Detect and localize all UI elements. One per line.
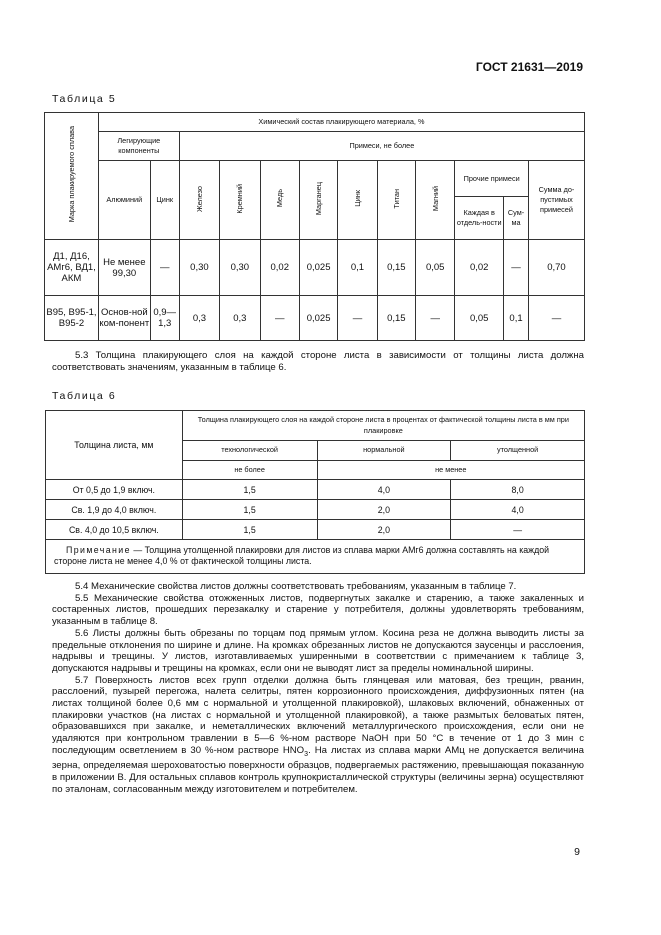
paragraph-5-4: 5.4 Механические свойства листов должны соответствовать требованиям, указанным в таблице 7. <box>75 581 517 592</box>
cell-tech: 1,5 <box>182 520 317 540</box>
header-alloying: Легирующие компоненты <box>98 132 179 161</box>
header-mn: Марганец <box>299 161 337 240</box>
cell-range: Св. 4,0 до 10,5 включ. <box>46 520 183 540</box>
header-thickness: Толщина листа, мм <box>46 411 183 480</box>
header-thick: утолщенной <box>451 441 585 461</box>
table-row <box>46 500 585 520</box>
header-clad: Толщина плакирующего слоя на каждой стороне листа в процентах от фактической толщины листа в мм при плакировке <box>182 411 584 441</box>
table5-caption: Таблица 5 <box>52 93 117 105</box>
table6 <box>45 410 585 574</box>
cell-fe: 0,3 <box>179 296 219 341</box>
cell-total: — <box>528 296 584 341</box>
header-sum: Сум-ма <box>504 197 529 240</box>
cell-each: 0,05 <box>455 296 504 341</box>
table6-note <box>46 540 585 574</box>
header-other: Прочие примеси <box>455 161 529 197</box>
cell-si: 0,3 <box>220 296 260 341</box>
cell-zn: 0,9—1,3 <box>150 296 179 341</box>
cell-thick: 4,0 <box>451 500 585 520</box>
cell-normal: 4,0 <box>317 480 451 500</box>
cell-total: 0,70 <box>528 240 584 296</box>
cell-grade: Д1, Д16, АМг6, ВД1, АКМ <box>45 240 99 296</box>
header-zn2: Цинк <box>338 161 377 240</box>
cell-ti: 0,15 <box>377 240 415 296</box>
note-label: Примечание <box>66 545 131 555</box>
paragraph-5-5: 5.5 Механические свойства отожженных листов, подвергнутых закалке и старению, а также закаленных и состаренных листов, прошедших перезакалку и старение у потребителя, должны удовлетворять требованиям, указанным в таблице 8. <box>52 592 584 628</box>
cell-normal: 2,0 <box>317 500 451 520</box>
header-mg: Магний <box>416 161 455 240</box>
header-grade: Марка плакируемого сплава <box>45 113 99 240</box>
paragraph-5-7: 5.7 Поверхность листов всех групп отделки должна быть глянцевая или матовая, без трещин, рванин, расслоений, пузырей перегожа, налета селитры, пятен коррозионного происхождения, диффузионных пятен (на листах толщиной более 0,6 мм с нормальной и утолщенной плакировкой), шлаковых включений, обнаженных от плакировки участков (на листах с нормальной и утолщенной плакировкой), а также размытых беловатых пятен, образовавшихся при закалке, и неметаллических включений металлургического происхождения, если они не удаляются при контрольном травлении в 5—6 %-ном растворе NaOH при 50 °C в течение от 1 до 3 мин с последующим осветлением в 30 %-ном растворе $HNO_3$. На листах из сплава марки АМц не допускается величина зерна, определяемая шероховатостью поверхности образцов, подвергаемых растяжению, превышающая показанную в приложении В. Для остальных сплавов контроль крупнокристаллической структуры (величины зерна) осуществляют по эталонам, согласованным между изготовителем и потребителем. <box>52 674 584 795</box>
header-si: Кремний <box>220 161 260 240</box>
header-impurities: Примеси, не более <box>179 132 584 161</box>
header-total: Сумма до-пустимых примесей <box>528 161 584 240</box>
paragraph-5-3: 5.3 Толщина плакирующего слоя на каждой стороне листа в зависимости от толщины листа должна соответствовать значениям, указанным в таблице 6. <box>52 350 584 373</box>
header-normal: нормальной <box>317 441 451 461</box>
table-row <box>46 520 585 540</box>
paragraph-5-6: 5.6 Листы должны быть обрезаны по торцам под прямым углом. Косина реза не должна выводить листы за предельные отклонения по ширине и длине. На кромках обрезанных листов не допускаются заусенцы и расслоения, надрывы и трещины. У листов, изготавливаемых уширенными в соответствии с примечанием к таблице 3, допускаются надрывы и трещины на кромках, если они не выводят лист за пределы номинальной ширины. <box>52 627 584 674</box>
header-nomore: не более <box>182 461 317 480</box>
cell-zn: — <box>150 240 179 296</box>
cell-si: 0,30 <box>220 240 260 296</box>
cell-tech: 1,5 <box>182 480 317 500</box>
document-header: ГОСТ 21631—2019 <box>475 60 583 74</box>
body-paragraphs <box>52 581 584 796</box>
header-each: Каждая в отдель-ности <box>455 197 504 240</box>
cell-zn2: — <box>338 296 377 341</box>
cell-each: 0,02 <box>455 240 504 296</box>
table-row <box>46 480 585 500</box>
table-row <box>45 296 585 341</box>
cell-zn2: 0,1 <box>338 240 377 296</box>
cell-grade: В95, В95-1, В95-2 <box>45 296 99 341</box>
cell-al: Не менее 99,30 <box>98 240 150 296</box>
header-chem: Химический состав плакирующего материала, % <box>98 113 584 132</box>
cell-normal: 2,0 <box>317 520 451 540</box>
cell-thick: 8,0 <box>451 480 585 500</box>
cell-range: Св. 1,9 до 4,0 включ. <box>46 500 183 520</box>
header-al: Алюминий <box>98 161 150 240</box>
header-zn: Цинк <box>150 161 179 240</box>
cell-sum: — <box>504 240 529 296</box>
table-row <box>45 240 585 296</box>
cell-range: От 0,5 до 1,9 включ. <box>46 480 183 500</box>
cell-mg: — <box>416 296 455 341</box>
cell-cu: — <box>260 296 299 341</box>
cell-mg: 0,05 <box>416 240 455 296</box>
header-fe: Железо <box>179 161 219 240</box>
header-noless: не менее <box>317 461 585 480</box>
table6-caption: Таблица 6 <box>52 390 117 402</box>
table5 <box>44 112 585 341</box>
cell-cu: 0,02 <box>260 240 299 296</box>
cell-thick: — <box>451 520 585 540</box>
header-cu: Медь <box>260 161 299 240</box>
page-number: 9 <box>574 846 580 858</box>
cell-al: Основ-ной ком-понент <box>98 296 150 341</box>
cell-sum: 0,1 <box>504 296 529 341</box>
cell-mn: 0,025 <box>299 296 337 341</box>
cell-fe: 0,30 <box>179 240 219 296</box>
cell-tech: 1,5 <box>182 500 317 520</box>
note-text: — Толщина утолщенной плакировки для листов из сплава марки АМг6 должна составлять на каждой стороне листа не менее 4,0 % от фактической толщины листа. <box>54 545 550 566</box>
cell-ti: 0,15 <box>377 296 415 341</box>
header-ti: Титан <box>377 161 415 240</box>
cell-mn: 0,025 <box>299 240 337 296</box>
header-tech: технологической <box>182 441 317 461</box>
